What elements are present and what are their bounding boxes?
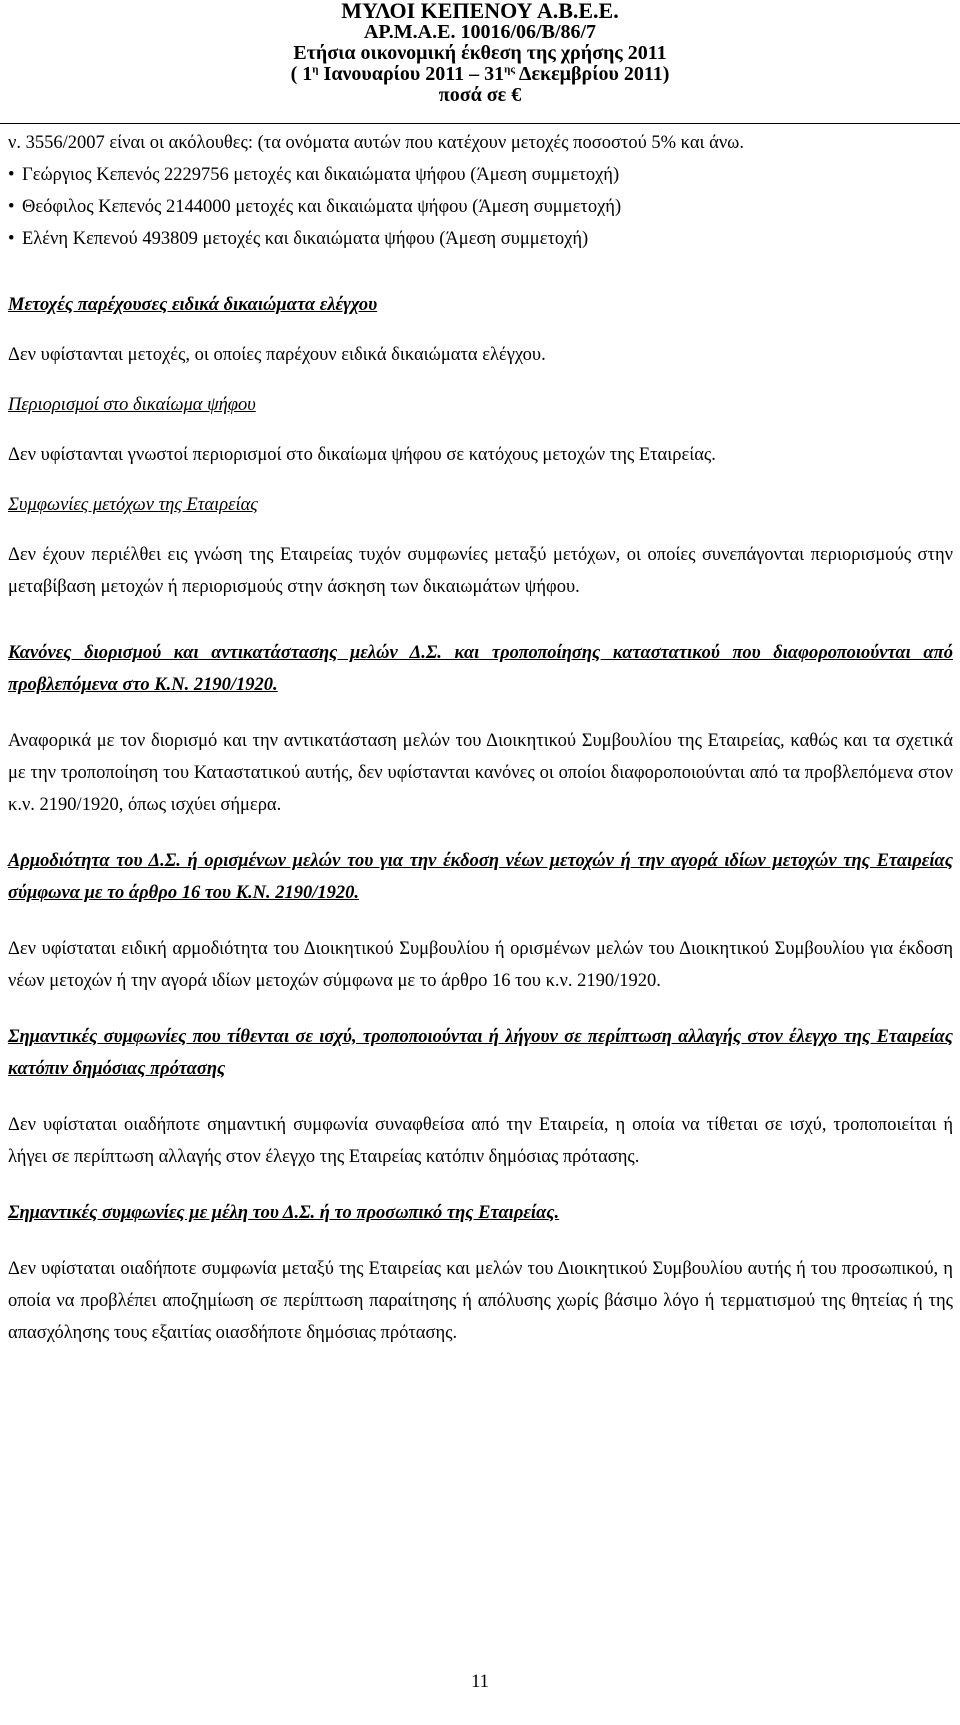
section-heading: Συμφωνίες μετόχων της Εταιρείας bbox=[8, 495, 258, 515]
page-body bbox=[8, 127, 953, 1349]
section-heading: Σημαντικές συμφωνίες που τίθενται σε ισχύ, τροποποιούνται ή λήγουν σε περίπτωση αλλαγής στον έλεγχο της Εταιρείας κατόπιν δημόσιας πρότασης bbox=[8, 1027, 953, 1079]
shareholder-list bbox=[8, 159, 953, 255]
list-item: • Θεόφιλος Κεπενός 2144000 μετοχές και δικαιώματα ψήφου (Άμεση συμμετοχή) bbox=[8, 191, 953, 223]
section-heading: Μετοχές παρέχουσες ειδικά δικαιώματα ελέγχου bbox=[8, 295, 378, 315]
section-heading: Περιορισμοί στο δικαίωμα ψήφου bbox=[8, 395, 256, 415]
document-header bbox=[0, 0, 960, 118]
section-heading: Κανόνες διορισμού και αντικατάστασης μελών Δ.Σ. και τροποποίησης καταστατικού που διαφοροποιούνται από προβλεπόμενα στο Κ.Ν. 2190/1920. bbox=[8, 643, 953, 695]
currency-note: ποσά σε € bbox=[438, 84, 522, 106]
section-text: Δεν έχουν περιέλθει εις γνώση της Εταιρείας τυχόν συμφωνίες μεταξύ μετόχων, οι οποίες συνεπάγονται περιορισμούς στην μεταβίβαση μετοχών ή περιορισμούς στην άσκηση των δικαιωμάτων ψήφου. bbox=[8, 545, 953, 597]
section-text: Δεν υφίσταται οιαδήποτε συμφωνία μεταξύ της Εταιρείας και μελών του Διοικητικού Συμβουλίου αυτής ή του προσωπικού, η οποία να προβλέπει αποζημίωση σε περίπτωση παραίτησης ή απόλυσης χωρίς βάσιμο λόγο ή τερματισμού της θητείας ή της απασχόλησης τους εξαιτίας οιασδήποτε δημόσιας πρότασης. bbox=[8, 1259, 953, 1343]
page-number: 11 bbox=[471, 1672, 489, 1692]
section-text: Δεν υφίσταται οιαδήποτε σημαντική συμφωνία συναφθείσα από την Εταιρεία, η οποία να τίθεται σε ισχύ, τροποποιείται ή λήγει σε περίπτωση αλλαγής στον έλεγχο της Εταιρείας κατόπιν δημόσιας πρότασης. bbox=[8, 1115, 953, 1167]
list-item: • Γεώργιος Κεπενός 2229756 μετοχές και δικαιώματα ψήφου (Άμεση συμμετοχή) bbox=[8, 159, 953, 191]
section-text: Δεν υφίστανται μετοχές, οι οποίες παρέχουν ειδικά δικαιώματα ελέγχου. bbox=[8, 345, 546, 365]
section-text: Αναφορικά με τον διορισμό και την αντικατάσταση μελών του Διοικητικού Συμβουλίου της Εταιρείας, καθώς και τα σχετικά με την τροποποίηση του Καταστατικού αυτής, δεν υφίστανται κανόνες οι οποίοι διαφοροποιούνται από τα προβλεπόμενα στον κ.ν. 2190/1920, όπως ισχύει σήμερα. bbox=[8, 731, 953, 815]
company-name: ΜΥΛΟΙ ΚΕΠΕΝΟΥ Α.Β.Ε.Ε. bbox=[341, 0, 619, 23]
section-text: Δεν υφίστανται γνωστοί περιορισμοί στο δικαίωμα ψήφου σε κατόχους μετοχών της Εταιρείας. bbox=[8, 445, 716, 465]
section-heading: Αρμοδιότητα του Δ.Σ. ή ορισμένων μελών του για την έκδοση νέων μετοχών ή την αγορά ιδίων μετοχών της Εταιρείας σύμφωνα με το άρθρο 16 του Κ.Ν. 2190/1920. bbox=[8, 851, 953, 903]
report-period: ( $1^\eta$ Ιανουαρίου $2011 - 31^{\eta\varsigma}$ Δεκεμβρίου 2011) bbox=[290, 63, 670, 85]
section-heading: Σημαντικές συμφωνίες με μέλη του Δ.Σ. ή το προσωπικό της Εταιρείας. bbox=[8, 1203, 560, 1223]
header-divider bbox=[0, 123, 960, 124]
list-item: • Ελένη Κεπενού 493809 μετοχές και δικαιώματα ψήφου (Άμεση συμμετοχή) bbox=[8, 223, 953, 255]
report-title: Ετήσια οικονομική έκθεση της χρήσης 2011 bbox=[293, 42, 667, 64]
section-text: Δεν υφίσταται ειδική αρμοδιότητα του Διοικητικού Συμβουλίου ή ορισμένων μελών του Διοικητικού Συμβουλίου για έκδοση νέων μετοχών ή την αγορά ιδίων μετοχών σύμφωνα με το άρθρο 16 του κ.ν. 2190/1920. bbox=[8, 939, 953, 991]
registry-number: ΑΡ.Μ.Α.Ε. 10016/06/Β/86/7 bbox=[363, 21, 597, 43]
intro-paragraph: ν. 3556/2007 είναι οι ακόλουθες: (τα ονόματα αυτών που κατέχουν μετοχές ποσοστού 5% και άνω. bbox=[8, 133, 744, 153]
